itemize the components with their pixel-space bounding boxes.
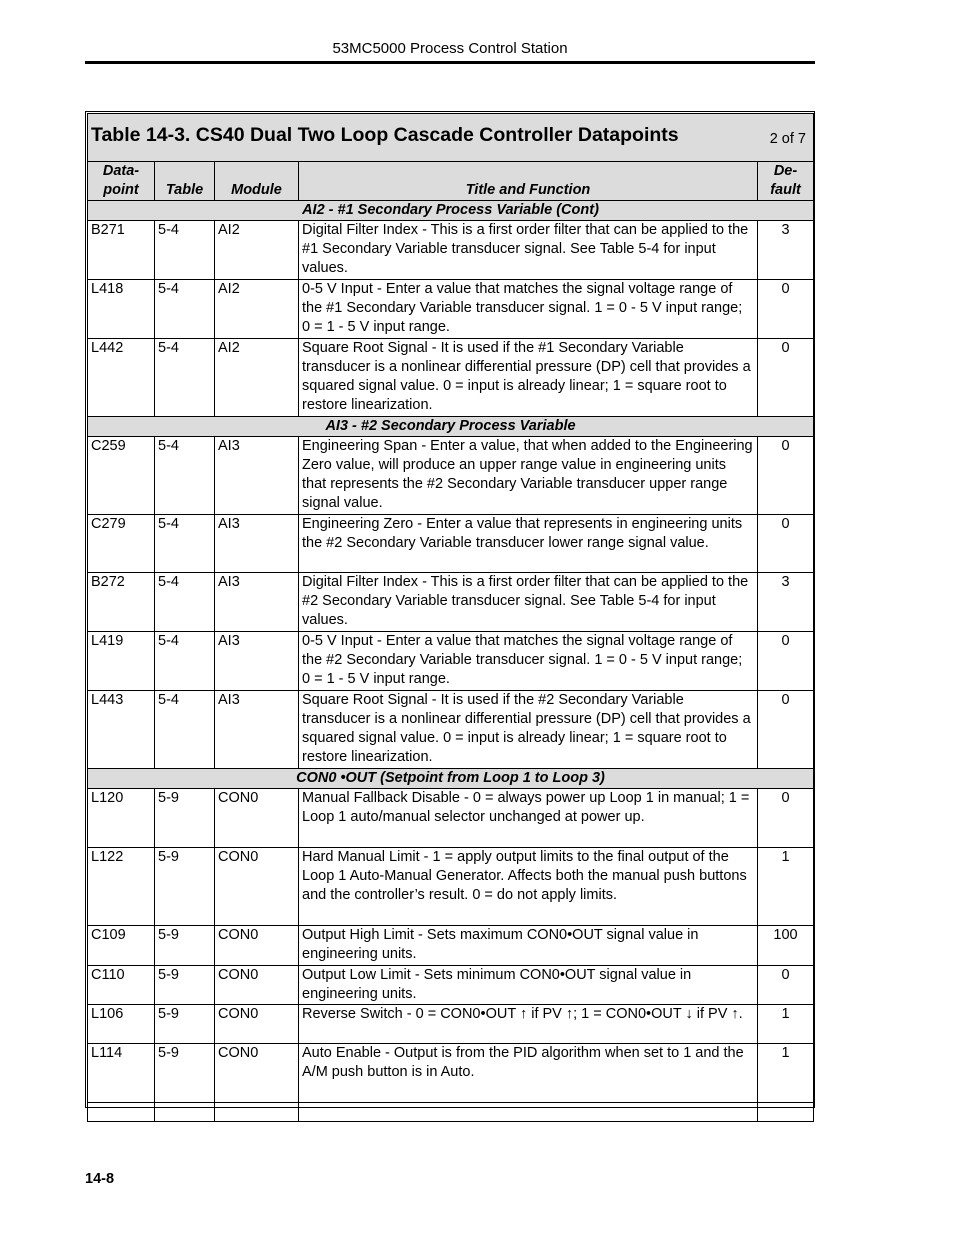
- table-row: [88, 632, 814, 691]
- cell-default: 100: [758, 926, 814, 966]
- cell-function: Engineering Span - Enter a value, that when added to the Engineering Zero value, will produce an upper range value in engineering units that represents the #2 Secondary Variable transducer upper range signal value.: [299, 437, 758, 515]
- blank-cell: [155, 1103, 215, 1122]
- cell-module: AI3: [215, 691, 299, 769]
- cell-function: Digital Filter Index - This is a first order filter that can be applied to the #1 Secondary Variable transducer signal. See Table 5-4 for input values.: [299, 221, 758, 280]
- cell-function: Hard Manual Limit - 1 = apply output limits to the final output of the Loop 1 Auto-Manual Generator. Affects both the manual push buttons and the controller’s result. 0 = do not apply limits.: [299, 848, 758, 926]
- cell-function: Digital Filter Index - This is a first order filter that can be applied to the #2 Secondary Variable transducer signal. See Table 5-4 for input values.: [299, 573, 758, 632]
- cell-default: 0: [758, 966, 814, 1005]
- section-heading: CON0 •OUT (Setpoint from Loop 1 to Loop 3): [88, 769, 814, 789]
- cell-module: AI2: [215, 339, 299, 417]
- cell-datapoint: L106: [88, 1005, 155, 1044]
- cell-datapoint: L120: [88, 789, 155, 848]
- table-row: [88, 789, 814, 848]
- cell-datapoint: L442: [88, 339, 155, 417]
- cell-default: 3: [758, 573, 814, 632]
- datapoint-table: [87, 113, 814, 1122]
- cell-default: 0: [758, 691, 814, 769]
- cell-table: 5-4: [155, 573, 215, 632]
- cell-module: CON0: [215, 1005, 299, 1044]
- cell-table: 5-4: [155, 632, 215, 691]
- header-rule: [85, 61, 815, 64]
- cell-module: CON0: [215, 966, 299, 1005]
- cell-datapoint: L418: [88, 280, 155, 339]
- cell-function: Output High Limit - Sets maximum CON0•OUT signal value in engineering units.: [299, 926, 758, 966]
- cell-datapoint: L419: [88, 632, 155, 691]
- cell-table: 5-9: [155, 966, 215, 1005]
- cell-module: CON0: [215, 926, 299, 966]
- table-title: Table 14-3. CS40 Dual Two Loop Cascade Controller Datapoints: [91, 124, 679, 146]
- cell-default: 0: [758, 789, 814, 848]
- cell-function: Square Root Signal - It is used if the #1 Secondary Variable transducer is a nonlinear differential pressure (DP) cell that provides a squared signal value. 0 = input is already linear; 1 = square root to restore linearization.: [299, 339, 758, 417]
- cell-default: 1: [758, 1005, 814, 1044]
- cell-datapoint: C259: [88, 437, 155, 515]
- table-row: [88, 573, 814, 632]
- table-row: [88, 926, 814, 966]
- table-title-cell: [88, 114, 814, 162]
- cell-function: Square Root Signal - It is used if the #2 Secondary Variable transducer is a nonlinear differential pressure (DP) cell that provides a squared signal value. 0 = input is already linear; 1 = square root to restore linearization.: [299, 691, 758, 769]
- cell-function: Reverse Switch - 0 = CON0•OUT ↑ if PV ↑; 1 = CON0•OUT ↓ if PV ↑.: [299, 1005, 758, 1044]
- cell-table: 5-9: [155, 1044, 215, 1103]
- table-row: [88, 339, 814, 417]
- section-heading-row: [88, 417, 814, 437]
- cell-table: 5-4: [155, 339, 215, 417]
- cell-table: 5-9: [155, 848, 215, 926]
- cell-function: 0-5 V Input - Enter a value that matches the signal voltage range of the #2 Secondary Variable transducer signal. 1 = 0 - 5 V input range; 0 = 1 - 5 V input range.: [299, 632, 758, 691]
- cell-datapoint: L443: [88, 691, 155, 769]
- cell-default: 0: [758, 437, 814, 515]
- cell-function: Output Low Limit - Sets minimum CON0•OUT signal value in engineering units.: [299, 966, 758, 1005]
- cell-table: 5-4: [155, 437, 215, 515]
- table-row: [88, 1044, 814, 1103]
- table-body: [88, 201, 814, 1122]
- cell-datapoint: B272: [88, 573, 155, 632]
- cell-module: CON0: [215, 848, 299, 926]
- table-title-row: [88, 114, 814, 162]
- section-heading-row: [88, 769, 814, 789]
- blank-cell: [215, 1103, 299, 1122]
- table-row: [88, 515, 814, 573]
- blank-cell: [299, 1103, 758, 1122]
- col-header-table: Table: [155, 162, 215, 201]
- running-header: 53MC5000 Process Control Station: [332, 40, 568, 57]
- cell-default: 1: [758, 848, 814, 926]
- cell-module: CON0: [215, 789, 299, 848]
- cell-datapoint: L114: [88, 1044, 155, 1103]
- cell-datapoint: C279: [88, 515, 155, 573]
- col-header-module: Module: [215, 162, 299, 201]
- cell-module: AI3: [215, 632, 299, 691]
- cell-module: AI2: [215, 280, 299, 339]
- blank-row: [88, 1103, 814, 1122]
- table-row: [88, 280, 814, 339]
- cell-module: AI3: [215, 437, 299, 515]
- table-row: [88, 691, 814, 769]
- cell-default: 0: [758, 632, 814, 691]
- cell-table: 5-4: [155, 221, 215, 280]
- table-page-of: 2 of 7: [769, 131, 806, 147]
- cell-module: CON0: [215, 1044, 299, 1103]
- cell-datapoint: L122: [88, 848, 155, 926]
- col-header-datapoint: Data- point: [88, 162, 155, 201]
- table-row: [88, 437, 814, 515]
- blank-cell: [758, 1103, 814, 1122]
- cell-function: 0-5 V Input - Enter a value that matches the signal voltage range of the #1 Secondary Variable transducer signal. 1 = 0 - 5 V input range; 0 = 1 - 5 V input range.: [299, 280, 758, 339]
- cell-table: 5-4: [155, 691, 215, 769]
- cell-function: Manual Fallback Disable - 0 = always power up Loop 1 in manual; 1 = Loop 1 auto/manual selector unchanged at power up.: [299, 789, 758, 848]
- section-heading: AI2 - #1 Secondary Process Variable (Cont): [88, 201, 814, 221]
- cell-function: Auto Enable - Output is from the PID algorithm when set to 1 and the A/M push button is in Auto.: [299, 1044, 758, 1103]
- cell-table: 5-9: [155, 926, 215, 966]
- cell-datapoint: B271: [88, 221, 155, 280]
- cell-default: 0: [758, 339, 814, 417]
- table-row: [88, 966, 814, 1005]
- section-heading: AI3 - #2 Secondary Process Variable: [88, 417, 814, 437]
- cell-table: 5-9: [155, 789, 215, 848]
- col-header-default: De- fault: [758, 162, 814, 201]
- cell-default: 0: [758, 515, 814, 573]
- blank-cell: [88, 1103, 155, 1122]
- table-row: [88, 848, 814, 926]
- cell-default: 0: [758, 280, 814, 339]
- cell-module: AI3: [215, 573, 299, 632]
- table-row: [88, 1005, 814, 1044]
- cell-function: Engineering Zero - Enter a value that represents in engineering units the #2 Secondary Variable transducer lower range signal value.: [299, 515, 758, 573]
- cell-module: AI2: [215, 221, 299, 280]
- cell-table: 5-9: [155, 1005, 215, 1044]
- column-header-row: [88, 162, 814, 201]
- table-row: [88, 221, 814, 280]
- cell-table: 5-4: [155, 280, 215, 339]
- cell-module: AI3: [215, 515, 299, 573]
- page-number: 14-8: [85, 1171, 115, 1187]
- cell-default: 3: [758, 221, 814, 280]
- cell-datapoint: C110: [88, 966, 155, 1005]
- cell-datapoint: C109: [88, 926, 155, 966]
- cell-default: 1: [758, 1044, 814, 1103]
- section-heading-row: [88, 201, 814, 221]
- cell-table: 5-4: [155, 515, 215, 573]
- col-header-title-function: Title and Function: [299, 162, 758, 201]
